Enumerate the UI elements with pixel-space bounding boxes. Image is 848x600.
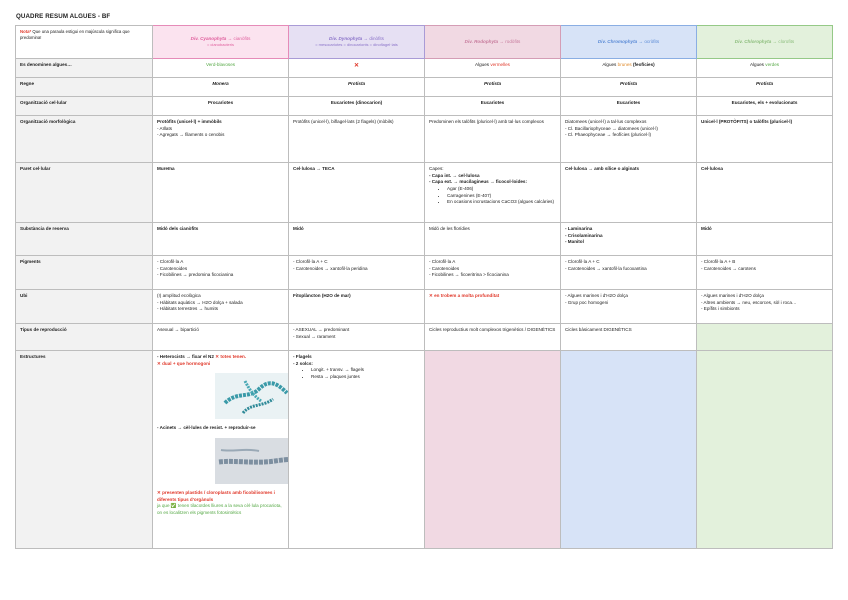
list-item: • Resta → plaques juntes: [311, 374, 420, 381]
table-row: Tipus de reproducció Asexual → bipartició - ASEXUAL → predominant - Sexual → rarament Cicles reproductius molt complexos trigenètics / DIGENÈTICS Cicles bàsicament DIGENÈTICS: [16, 324, 833, 351]
table-row: Paret cel·lular Mureïna Cel·lulosa → TECA Capes: - Capa int. → cel·lulosa - Capa ext. → mucílagineus → ficocol·loides: • Agar (E-406) • Carragenines (E-407) • En ocasions incrustacions CaCO3 (algues calcàries) Cel·lulosa → amb sílice o alginats Cel·lulosa: [16, 163, 833, 223]
table-row: Organització cel·lular Procariotes Eucariotes (dinocarion) Eucariotes Eucariotes Eucariotes, els + evolucionats: [16, 97, 833, 116]
row-label: Estructures: [16, 351, 153, 549]
table-row: Substància de reserva Midó dels cianòfits Midó Midó de les florídies - Laminarina - Crisolaminarina - Manitol Midó: [16, 223, 833, 256]
akinete-micrograph: [215, 438, 289, 484]
table-row: Estructures - Heterocists → fixar el N2 ✕ totes tenen. ✕ dual + que hormogoni - Acinets → cèl·lules de resist. + reproduir-se ✕ presenten plastids / cloroplasts amb ficobilisomes i diferents tipus d'orgànuls ja que ✅ tenen tilacoïdes lliures a la seva cèl·lula procariota, on es localitzen els pigments fotosintètics - Flagels - 2 solcs: • Longit. + transv. → flagels • Resta → plaques juntes: [16, 351, 833, 549]
col-header-rodophyta: Div. Rodophyta → rodòfits: [425, 26, 561, 59]
list-item: • Agar (E-406): [447, 186, 556, 193]
row-label: Tipus de reproducció: [16, 324, 153, 351]
table-row: Regne Monera Protista Protista Protista Protista: [16, 78, 833, 97]
row-label: Organització morfològica: [16, 116, 153, 163]
table-row: Es denominen algues… Verd-blavoses ✕ Algues vermelles Algues brunes (feofícies) Algues verdes: [16, 59, 833, 78]
table-row: Pigments - Clorofil·la A - Carotenoides - Ficobilines → predomina ficocianina - Clorofil·la A + C - Carotenoides → xantofil·la peridina - Clorofil·la A - Carotenoides - Ficobilines → ficoeritrina > ficocianina - Clorofil·la A + C - Carotenoides → xantofil·la fucoxantina - Clorofil·la A + B - Carotenoides → carotens: [16, 256, 833, 290]
row-label: Paret cel·lular: [16, 163, 153, 223]
heterocyst-micrograph: [215, 373, 289, 419]
row-label: Es denominen algues…: [16, 59, 153, 78]
empty-cell: [561, 351, 697, 549]
page-title: QUADRE RESUM ALGUES - BF: [16, 13, 111, 20]
list-item: • Longit. + transv. → flagels: [311, 367, 420, 374]
table-row: Organització morfològica Protòfits (unicel·l) + immòbils - Aïllats - Agregats → filaments o cenobis Protòfits (unicel·l), biflagel·lats (2 flagels) (mòbils) Predominen els talòfits (pluricel·l) amb tal·lus complexos Diatomees (unicel·l) a tal·lus complexos - Cl. Bacillariophyceae → diatomees (unicel·l) - Cl. Phaeophyceae → feofícies (pluricel·l) Unicel·l (PROTÒFITS) o talòfits (pluricel·l): [16, 116, 833, 163]
table-row: Ubi (!) amplitud ecològica - Hàbitats aquàtics → H2O dolça + salada - Hàbitats terrestres → humits Fitoplàncton (H2O de mar) ✕ en trobem a molta profunditat - Algues marines i d'H2O dolça - Grup poc homogeni - Algues marines i d'H2O dolça - Altres ambients → neu, escorces, sòl i roca… - Epífits i simbionts: [16, 290, 833, 324]
list-item: • Carragenines (E-407): [447, 193, 556, 200]
list-item: • En ocasions incrustacions CaCO3 (algues calcàries): [447, 199, 556, 206]
cross-icon: ✕: [353, 63, 360, 69]
row-label: Ubi: [16, 290, 153, 324]
summary-table: [15, 25, 833, 549]
row-label: Regne: [16, 78, 153, 97]
row-label: Pigments: [16, 256, 153, 290]
header-row: [16, 26, 833, 59]
col-header-cyanophyta: Div. Cyanophyta → cianòfits = cianobacteris: [153, 26, 289, 59]
col-header-chlorophyta: Div. Chlorophyta → clorofits: [697, 26, 833, 59]
col-header-chromophyta: Div. Chromophyta → ocròfits: [561, 26, 697, 59]
row-label: Organització cel·lular: [16, 97, 153, 116]
col-header-dynophyta: Div. Dynophyta → dinòfits = mesocariotes = dinocarionts = dinoflagel·lats: [289, 26, 425, 59]
empty-cell: [425, 351, 561, 549]
row-label: Substància de reserva: [16, 223, 153, 256]
note-cell: Nota* Que una paraula estigui en majúscula significa que predomina!: [16, 26, 153, 59]
empty-cell: [697, 351, 833, 549]
